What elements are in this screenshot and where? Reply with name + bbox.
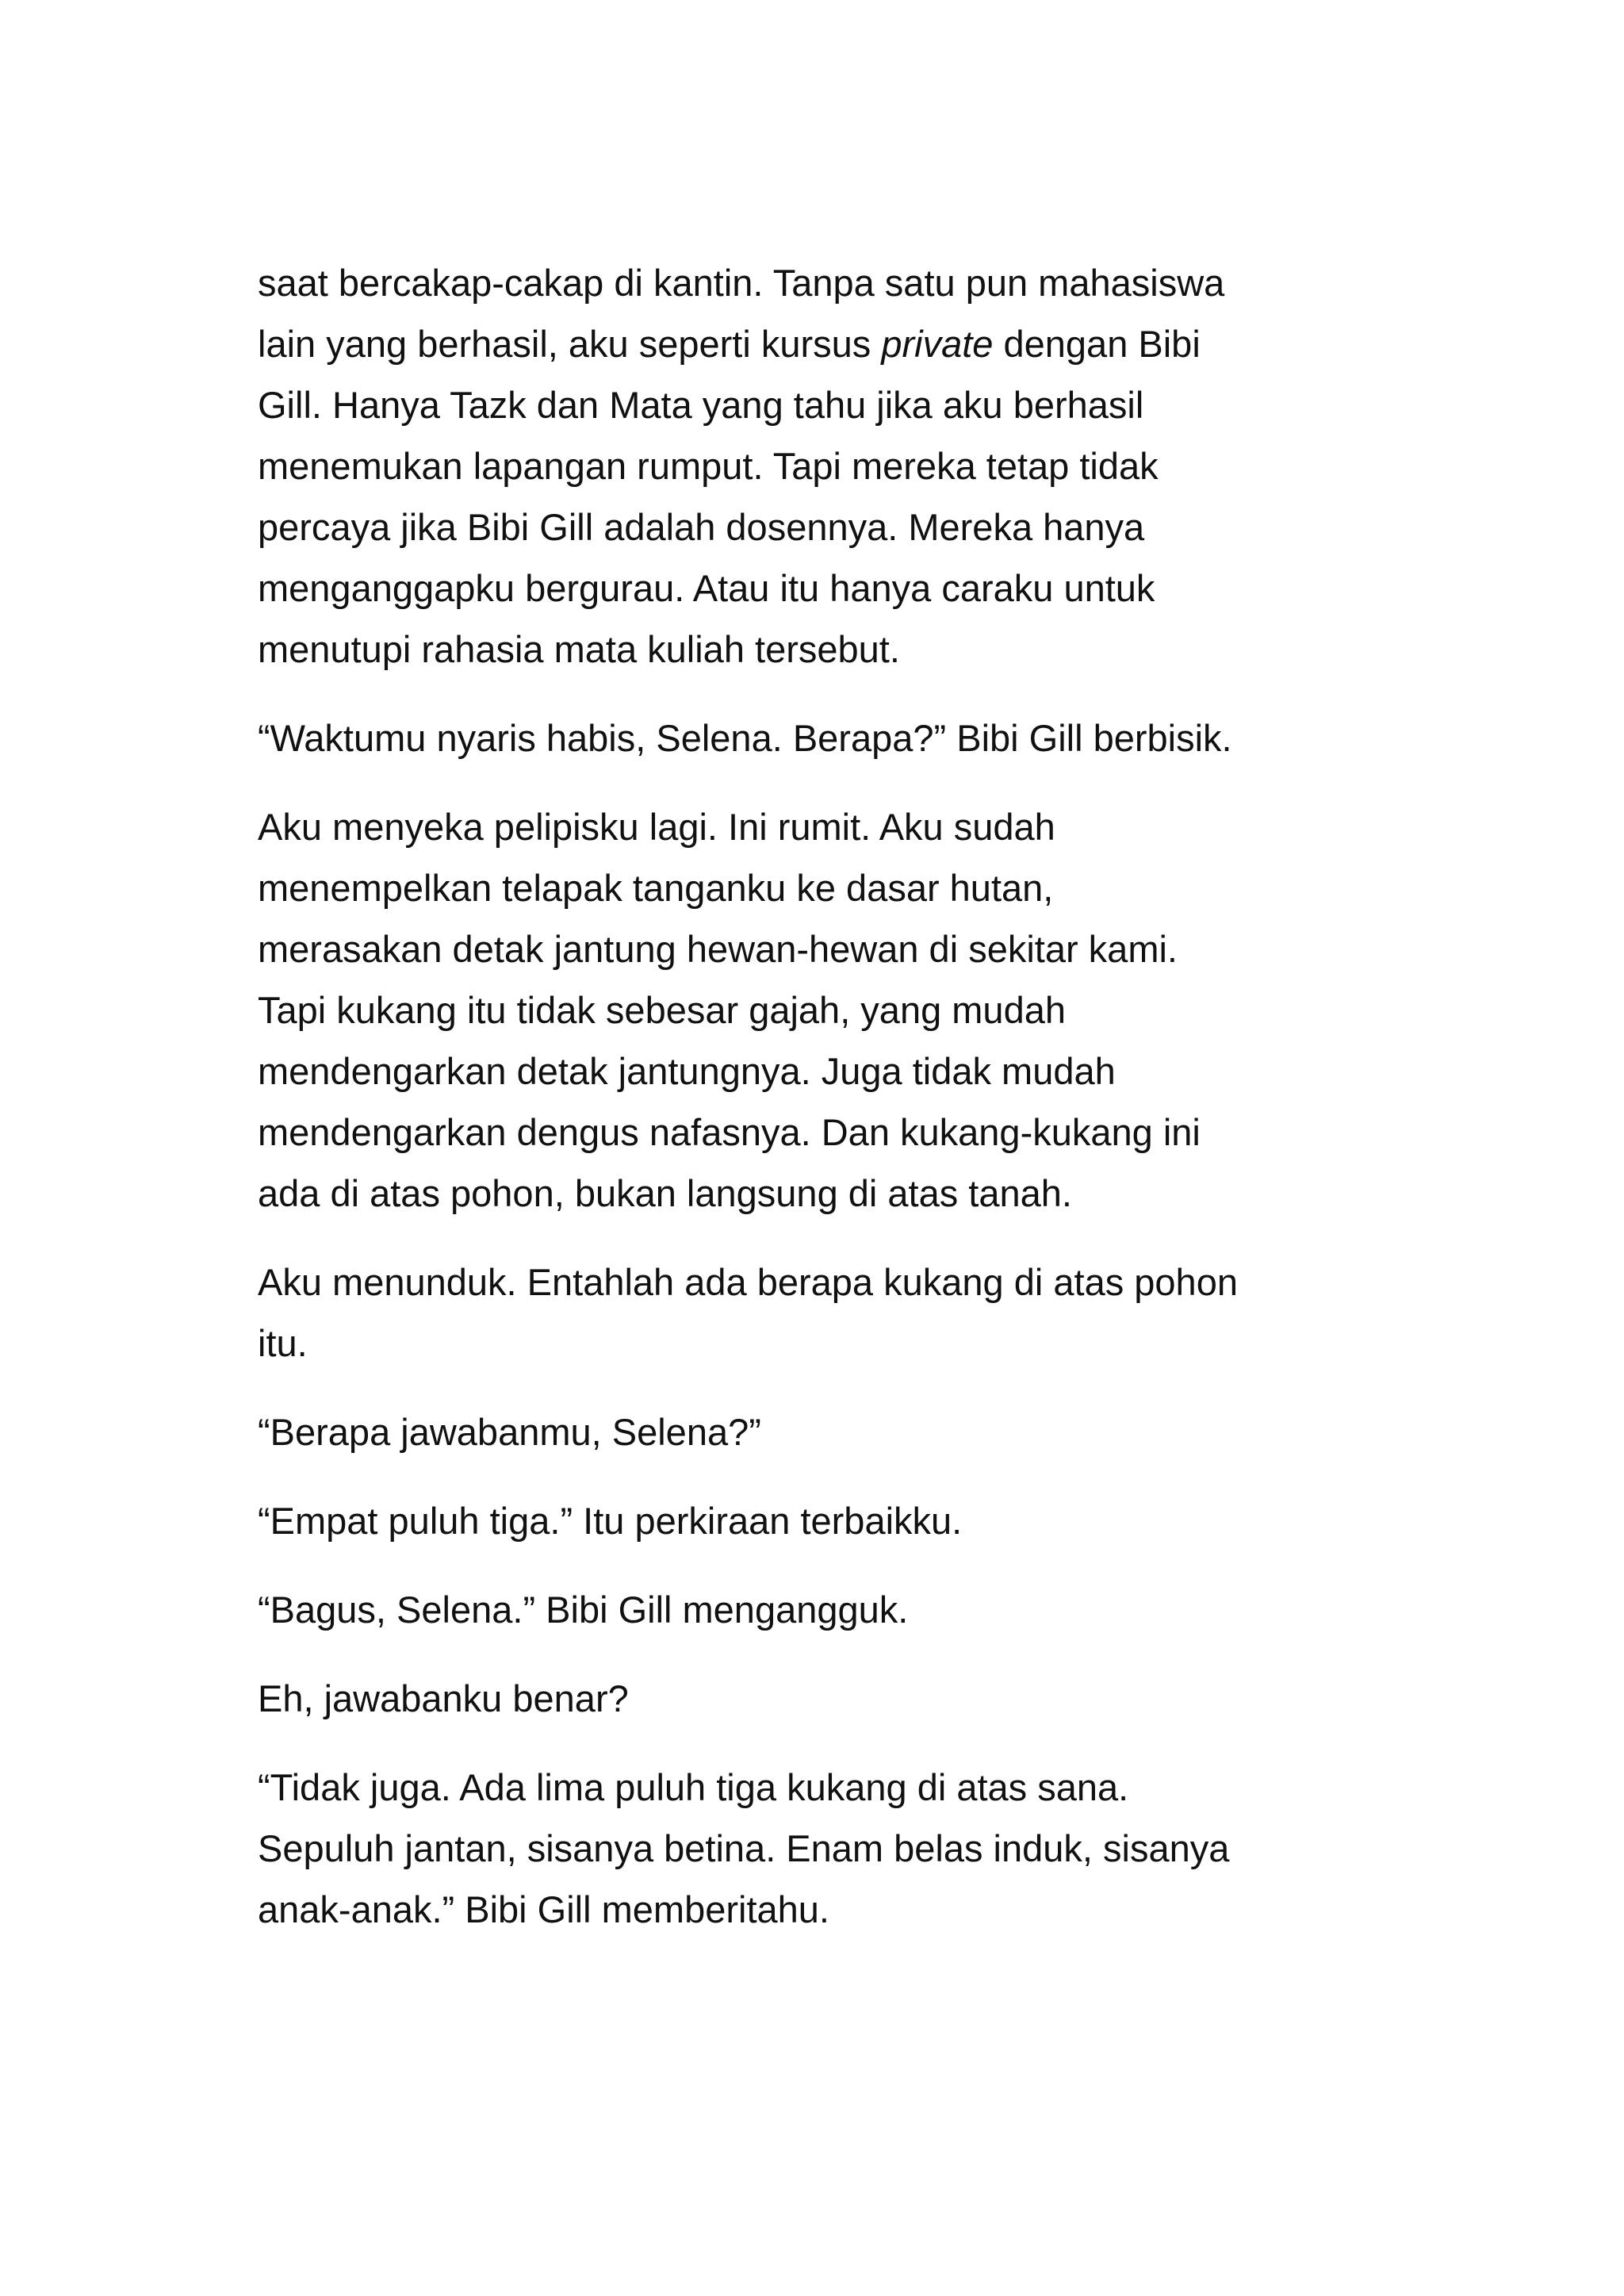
- text-line: “Bagus, Selena.” Bibi Gill mengangguk.: [258, 1589, 909, 1631]
- paragraph: [258, 796, 1384, 1224]
- paragraph: [258, 1401, 1384, 1462]
- text-line: saat bercakap-cakap di kantin. Tanpa satu pun mahasiswa: [258, 262, 1225, 304]
- text-line: itu.: [258, 1322, 308, 1364]
- text-line: “Tidak juga. Ada lima puluh tiga kukang di atas sana.: [258, 1766, 1129, 1808]
- paragraph: [258, 1490, 1384, 1551]
- text-line: Eh, jawabanku benar?: [258, 1677, 629, 1719]
- text-line: menutupi rahasia mata kuliah tersebut.: [258, 628, 900, 670]
- text-line: Tapi kukang itu tidak sebesar gajah, yang mudah: [258, 989, 1066, 1031]
- text-line: anak-anak.” Bibi Gill memberitahu.: [258, 1888, 829, 1930]
- paragraph: [258, 1757, 1384, 1940]
- text-line: percaya jika Bibi Gill adalah dosennya. Mereka hanya: [258, 506, 1145, 548]
- text-line: merasakan detak jantung hewan-hewan di sekitar kami.: [258, 928, 1178, 970]
- paragraph: [258, 1579, 1384, 1640]
- text-line: Aku menyeka pelipisku lagi. Ini rumit. Aku sudah: [258, 806, 1055, 848]
- paragraph: [258, 707, 1384, 769]
- paragraph: [258, 1668, 1384, 1729]
- text-line: menempelkan telapak tanganku ke dasar hutan,: [258, 867, 1054, 909]
- text-line: mendengarkan dengus nafasnya. Dan kukang-kukang ini: [258, 1111, 1201, 1153]
- text-line: ada di atas pohon, bukan langsung di atas tanah.: [258, 1172, 1072, 1214]
- text-line: “Waktumu nyaris habis, Selena. Berapa?” Bibi Gill berbisik.: [258, 717, 1232, 759]
- text-line: menganggapku bergurau. Atau itu hanya caraku untuk: [258, 567, 1155, 609]
- text-line: “Empat puluh tiga.” Itu perkiraan terbaikku.: [258, 1500, 963, 1542]
- text-line: mendengarkan detak jantungnya. Juga tidak mudah: [258, 1050, 1116, 1092]
- text-line: menemukan lapangan rumput. Tapi mereka tetap tidak: [258, 445, 1159, 487]
- text-line: Gill. Hanya Tazk dan Mata yang tahu jika aku berhasil: [258, 384, 1144, 426]
- text-line: Aku menunduk. Entahlah ada berapa kukang di atas pohon: [258, 1261, 1238, 1303]
- text-segment: dengan Bibi: [993, 323, 1201, 365]
- paragraph: [258, 252, 1384, 680]
- text-line: Sepuluh jantan, sisanya betina. Enam belas induk, sisanya: [258, 1827, 1230, 1869]
- text-segment: lain yang berhasil, aku seperti kursus: [258, 323, 882, 365]
- paragraph: [258, 1251, 1384, 1374]
- text-line: “Berapa jawabanmu, Selena?”: [258, 1411, 761, 1453]
- text-line: [258, 313, 1384, 374]
- italic-word: private: [881, 323, 994, 365]
- body-text: [258, 252, 1384, 1968]
